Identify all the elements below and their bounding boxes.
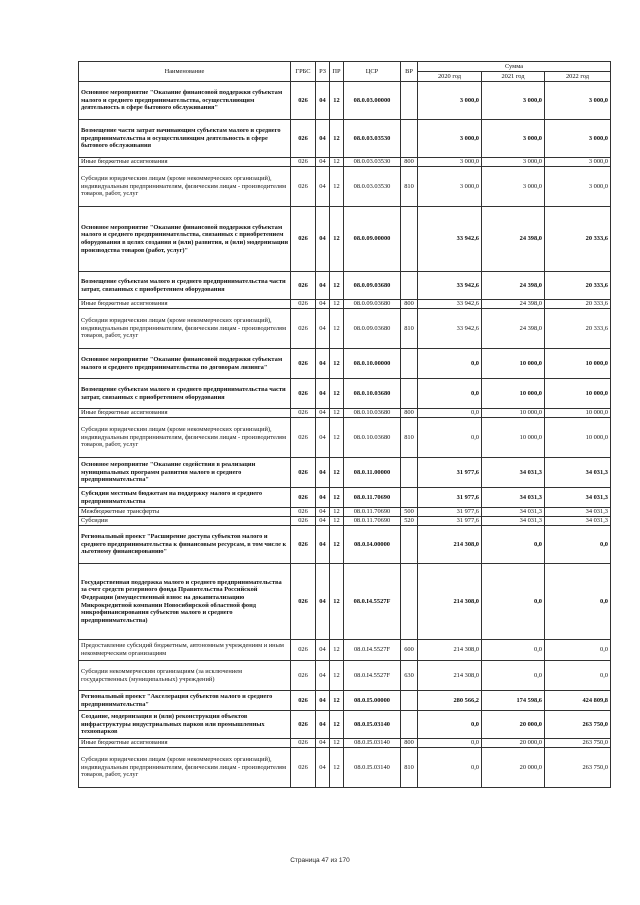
row-name-cell: Субсидии местным бюджетам на поддержку малого и среднего предпринимательства	[79, 488, 291, 508]
row-sum-2022-cell: 263 750,0	[545, 748, 611, 788]
row-rz-cell: 04	[316, 300, 330, 309]
row-grbs-cell: 026	[291, 349, 316, 379]
page-number: Страница 47 из 170	[290, 857, 350, 864]
row-rz-cell: 04	[316, 272, 330, 300]
row-rz-cell: 04	[316, 379, 330, 409]
table-row	[79, 167, 611, 207]
row-grbs-cell: 026	[291, 167, 316, 207]
row-sum-2020-cell: 3 000,0	[418, 120, 482, 158]
row-csr-cell: 08.0.03.03530	[344, 158, 401, 167]
header-grbs: ГРБС	[291, 62, 316, 82]
row-sum-2021-cell: 24 398,0	[482, 309, 545, 349]
row-sum-2022-cell: 20 333,6	[545, 207, 611, 272]
row-name-cell: Возмещение части затрат начинающим субъектам малого и среднего предпринимательства и осуществляющим деятельность в сфере бытового обслуживания	[79, 120, 291, 158]
row-sum-2020-cell: 33 942,6	[418, 300, 482, 309]
row-sum-2022-cell: 10 000,0	[545, 418, 611, 458]
row-sum-2022-cell: 0,0	[545, 564, 611, 640]
row-grbs-cell: 026	[291, 272, 316, 300]
row-sum-2020-cell: 280 566,2	[418, 691, 482, 711]
row-name-cell: Иные бюджетные ассигнования	[79, 409, 291, 418]
row-name-cell: Государственная поддержка малого и среднего предпринимательства за счет средств резервного фонда Правительства Российской Федерации (имущественный взнос на докапитализацию Микрокредитной компании Новосибирской областной фонд микрофинансирования субъектов малого и среднего предпринимательства)	[79, 564, 291, 640]
row-grbs-cell: 026	[291, 158, 316, 167]
row-csr-cell: 08.0.03.03530	[344, 167, 401, 207]
table-row	[79, 120, 611, 158]
header-csr: ЦСР	[344, 62, 401, 82]
row-vr-cell: 800	[401, 739, 418, 748]
table-row	[79, 508, 611, 517]
row-sum-2020-cell: 33 942,6	[418, 272, 482, 300]
row-pr-cell: 12	[330, 300, 344, 309]
row-sum-2021-cell: 34 031,3	[482, 508, 545, 517]
row-grbs-cell: 026	[291, 508, 316, 517]
table-row	[79, 418, 611, 458]
row-grbs-cell: 026	[291, 517, 316, 526]
table-row	[79, 409, 611, 418]
row-sum-2022-cell: 424 809,8	[545, 691, 611, 711]
row-sum-2021-cell: 174 598,6	[482, 691, 545, 711]
row-sum-2020-cell: 0,0	[418, 418, 482, 458]
row-csr-cell: 08.0.10.00000	[344, 349, 401, 379]
row-csr-cell: 08.0.11.70690	[344, 517, 401, 526]
row-name-cell: Региональный проект "Расширение доступа субъектов малого и среднего предпринимательства к финансовым ресурсам, в том числе к льготному финансированию"	[79, 526, 291, 564]
row-rz-cell: 04	[316, 739, 330, 748]
row-name-cell: Региональный проект "Акселерация субъектов малого и среднего предпринимательства"	[79, 691, 291, 711]
row-sum-2021-cell: 10 000,0	[482, 379, 545, 409]
row-sum-2020-cell: 0,0	[418, 748, 482, 788]
row-sum-2022-cell: 34 031,3	[545, 517, 611, 526]
table-row	[79, 82, 611, 120]
row-grbs-cell: 026	[291, 82, 316, 120]
row-sum-2021-cell: 20 000,0	[482, 711, 545, 739]
row-vr-cell	[401, 458, 418, 488]
row-csr-cell: 08.0.09.03680	[344, 272, 401, 300]
row-grbs-cell: 026	[291, 488, 316, 508]
row-csr-cell: 08.0.10.03680	[344, 379, 401, 409]
row-sum-2021-cell: 0,0	[482, 661, 545, 691]
row-name-cell: Иные бюджетные ассигнования	[79, 158, 291, 167]
row-pr-cell: 12	[330, 508, 344, 517]
row-vr-cell: 810	[401, 167, 418, 207]
row-sum-2021-cell: 34 031,3	[482, 488, 545, 508]
row-sum-2022-cell: 0,0	[545, 640, 611, 661]
row-sum-2020-cell: 0,0	[418, 409, 482, 418]
row-csr-cell: 08.0.09.03680	[344, 309, 401, 349]
header-year-2021: 2021 год	[482, 72, 545, 82]
row-pr-cell: 12	[330, 120, 344, 158]
row-vr-cell	[401, 207, 418, 272]
row-grbs-cell: 026	[291, 739, 316, 748]
row-vr-cell: 810	[401, 418, 418, 458]
row-name-cell: Субсидии	[79, 517, 291, 526]
row-grbs-cell: 026	[291, 748, 316, 788]
row-pr-cell: 12	[330, 409, 344, 418]
table-header-row	[79, 62, 611, 72]
row-name-cell: Основное мероприятие "Оказание финансовой поддержки субъектам малого и среднего предпринимательства по договорам лизинга"	[79, 349, 291, 379]
row-sum-2022-cell: 34 031,3	[545, 508, 611, 517]
row-grbs-cell: 026	[291, 309, 316, 349]
table-row	[79, 661, 611, 691]
row-rz-cell: 04	[316, 711, 330, 739]
row-vr-cell	[401, 488, 418, 508]
row-pr-cell: 12	[330, 711, 344, 739]
row-rz-cell: 04	[316, 158, 330, 167]
row-pr-cell: 12	[330, 564, 344, 640]
row-grbs-cell: 026	[291, 379, 316, 409]
row-sum-2020-cell: 214 308,0	[418, 564, 482, 640]
table-row	[79, 739, 611, 748]
row-sum-2021-cell: 10 000,0	[482, 409, 545, 418]
row-vr-cell: 810	[401, 309, 418, 349]
row-vr-cell	[401, 120, 418, 158]
row-sum-2022-cell: 10 000,0	[545, 349, 611, 379]
header-year-2022: 2022 год	[545, 72, 611, 82]
row-sum-2021-cell: 0,0	[482, 640, 545, 661]
row-csr-cell: 08.0.I5.03140	[344, 711, 401, 739]
row-vr-cell	[401, 711, 418, 739]
row-csr-cell: 08.0.I4.5527F	[344, 640, 401, 661]
row-grbs-cell: 026	[291, 120, 316, 158]
row-rz-cell: 04	[316, 82, 330, 120]
header-name: Наименование	[79, 62, 291, 82]
row-sum-2022-cell: 0,0	[545, 526, 611, 564]
row-csr-cell: 08.0.03.00000	[344, 82, 401, 120]
row-rz-cell: 04	[316, 526, 330, 564]
row-grbs-cell: 026	[291, 691, 316, 711]
row-name-cell: Возмещение субъектам малого и среднего предпринимательства части затрат, связанных с приобретением оборудования	[79, 272, 291, 300]
row-csr-cell: 08.0.10.03680	[344, 409, 401, 418]
row-csr-cell: 08.0.10.03680	[344, 418, 401, 458]
row-sum-2020-cell: 31 977,6	[418, 508, 482, 517]
row-sum-2021-cell: 10 000,0	[482, 418, 545, 458]
header-sum: Сумма	[418, 62, 611, 72]
row-grbs-cell: 026	[291, 640, 316, 661]
row-sum-2022-cell: 3 000,0	[545, 120, 611, 158]
row-rz-cell: 04	[316, 748, 330, 788]
row-sum-2020-cell: 3 000,0	[418, 82, 482, 120]
row-csr-cell: 08.0.09.03680	[344, 300, 401, 309]
row-rz-cell: 04	[316, 167, 330, 207]
row-pr-cell: 12	[330, 526, 344, 564]
row-pr-cell: 12	[330, 517, 344, 526]
row-pr-cell: 12	[330, 488, 344, 508]
table-row	[79, 272, 611, 300]
table-row	[79, 349, 611, 379]
row-pr-cell: 12	[330, 379, 344, 409]
row-name-cell: Возмещение субъектам малого и среднего предпринимательства части затрат, связанных с приобретением оборудования	[79, 379, 291, 409]
row-sum-2022-cell: 10 000,0	[545, 409, 611, 418]
row-pr-cell: 12	[330, 349, 344, 379]
budget-table	[78, 61, 611, 788]
row-pr-cell: 12	[330, 272, 344, 300]
row-rz-cell: 04	[316, 661, 330, 691]
row-vr-cell: 800	[401, 409, 418, 418]
row-csr-cell: 08.0.I5.00000	[344, 691, 401, 711]
row-name-cell: Субсидии некоммерческим организациям (за исключением государственных (муниципальных) учреждений)	[79, 661, 291, 691]
row-sum-2022-cell: 20 333,6	[545, 300, 611, 309]
row-vr-cell	[401, 564, 418, 640]
table-row	[79, 640, 611, 661]
row-name-cell: Основное мероприятие "Оказание финансовой поддержки субъектам малого и среднего предпринимательства, связанных с приобретением оборудования в целях создания и (или) развития, и (или) модернизации производства товаров (работ, услуг)"	[79, 207, 291, 272]
row-rz-cell: 04	[316, 488, 330, 508]
row-sum-2022-cell: 34 031,3	[545, 488, 611, 508]
row-rz-cell: 04	[316, 409, 330, 418]
row-sum-2022-cell: 20 333,6	[545, 309, 611, 349]
header-year-2020: 2020 год	[418, 72, 482, 82]
row-sum-2022-cell: 263 750,0	[545, 711, 611, 739]
table-row	[79, 158, 611, 167]
row-pr-cell: 12	[330, 167, 344, 207]
row-vr-cell: 800	[401, 158, 418, 167]
row-grbs-cell: 026	[291, 661, 316, 691]
row-vr-cell: 520	[401, 517, 418, 526]
table-row	[79, 458, 611, 488]
row-sum-2021-cell: 0,0	[482, 564, 545, 640]
row-sum-2022-cell: 3 000,0	[545, 82, 611, 120]
row-csr-cell: 08.0.11.00000	[344, 458, 401, 488]
row-pr-cell: 12	[330, 661, 344, 691]
row-name-cell: Создание, модернизация и (или) реконструкция объектов инфраструктуры индустриальных парков или промышленных технопарков	[79, 711, 291, 739]
row-csr-cell: 08.0.I4.5527F	[344, 661, 401, 691]
row-sum-2020-cell: 0,0	[418, 739, 482, 748]
row-rz-cell: 04	[316, 458, 330, 488]
table-row	[79, 564, 611, 640]
row-sum-2020-cell: 214 308,0	[418, 526, 482, 564]
table-row	[79, 488, 611, 508]
header-rz: РЗ	[316, 62, 330, 82]
header-vr: ВР	[401, 62, 418, 82]
row-grbs-cell: 026	[291, 300, 316, 309]
row-sum-2022-cell: 10 000,0	[545, 379, 611, 409]
row-grbs-cell: 026	[291, 207, 316, 272]
row-grbs-cell: 026	[291, 418, 316, 458]
row-sum-2020-cell: 0,0	[418, 379, 482, 409]
table-row	[79, 748, 611, 788]
table-row	[79, 691, 611, 711]
row-name-cell: Субсидии юридическим лицам (кроме некоммерческих организаций), индивидуальным предпринимателям, физическим лицам - производителям товаров, работ, услуг	[79, 418, 291, 458]
row-rz-cell: 04	[316, 691, 330, 711]
table-row	[79, 526, 611, 564]
row-sum-2020-cell: 214 308,0	[418, 661, 482, 691]
row-grbs-cell: 026	[291, 564, 316, 640]
row-rz-cell: 04	[316, 207, 330, 272]
row-vr-cell	[401, 272, 418, 300]
row-rz-cell: 04	[316, 120, 330, 158]
row-pr-cell: 12	[330, 748, 344, 788]
row-pr-cell: 12	[330, 640, 344, 661]
table-row	[79, 300, 611, 309]
row-sum-2020-cell: 31 977,6	[418, 488, 482, 508]
row-sum-2021-cell: 3 000,0	[482, 158, 545, 167]
row-pr-cell: 12	[330, 309, 344, 349]
row-name-cell: Основное мероприятие "Оказание финансовой поддержки субъектам малого и среднего предпринимательства, осуществляющим деятельность в сфере бытового обслуживания"	[79, 82, 291, 120]
row-pr-cell: 12	[330, 458, 344, 488]
row-vr-cell: 800	[401, 300, 418, 309]
row-name-cell: Субсидии юридическим лицам (кроме некоммерческих организаций), индивидуальным предпринимателям, физическим лицам - производителям товаров, работ, услуг	[79, 748, 291, 788]
row-name-cell: Межбюджетные трансферты	[79, 508, 291, 517]
row-name-cell: Субсидии юридическим лицам (кроме некоммерческих организаций), индивидуальным предпринимателям, физическим лицам - производителям товаров, работ, услуг	[79, 167, 291, 207]
row-sum-2021-cell: 10 000,0	[482, 349, 545, 379]
row-sum-2022-cell: 263 750,0	[545, 739, 611, 748]
row-sum-2021-cell: 24 398,0	[482, 272, 545, 300]
row-vr-cell	[401, 691, 418, 711]
row-sum-2021-cell: 20 000,0	[482, 748, 545, 788]
row-name-cell: Предоставление субсидий бюджетным, автономным учреждениям и иным некоммерческим организациям	[79, 640, 291, 661]
header-pr: ПР	[330, 62, 344, 82]
row-vr-cell	[401, 349, 418, 379]
row-sum-2021-cell: 34 031,3	[482, 517, 545, 526]
row-sum-2020-cell: 33 942,6	[418, 309, 482, 349]
row-csr-cell: 08.0.I5.03140	[344, 739, 401, 748]
row-pr-cell: 12	[330, 691, 344, 711]
row-sum-2022-cell: 3 000,0	[545, 167, 611, 207]
row-rz-cell: 04	[316, 640, 330, 661]
row-sum-2020-cell: 214 308,0	[418, 640, 482, 661]
row-sum-2020-cell: 31 977,6	[418, 458, 482, 488]
row-sum-2021-cell: 3 000,0	[482, 167, 545, 207]
row-sum-2020-cell: 33 942,6	[418, 207, 482, 272]
row-sum-2021-cell: 20 000,0	[482, 739, 545, 748]
row-sum-2022-cell: 3 000,0	[545, 158, 611, 167]
row-grbs-cell: 026	[291, 711, 316, 739]
row-name-cell: Субсидии юридическим лицам (кроме некоммерческих организаций), индивидуальным предпринимателям, физическим лицам - производителям товаров, работ, услуг	[79, 309, 291, 349]
table-row	[79, 379, 611, 409]
row-pr-cell: 12	[330, 739, 344, 748]
row-sum-2020-cell: 0,0	[418, 711, 482, 739]
row-rz-cell: 04	[316, 508, 330, 517]
row-sum-2020-cell: 3 000,0	[418, 167, 482, 207]
row-rz-cell: 04	[316, 564, 330, 640]
row-vr-cell: 500	[401, 508, 418, 517]
row-vr-cell: 810	[401, 748, 418, 788]
table-row	[79, 517, 611, 526]
table-row	[79, 711, 611, 739]
row-rz-cell: 04	[316, 309, 330, 349]
row-sum-2021-cell: 3 000,0	[482, 82, 545, 120]
table-body	[79, 82, 611, 788]
row-sum-2021-cell: 0,0	[482, 526, 545, 564]
row-pr-cell: 12	[330, 158, 344, 167]
row-rz-cell: 04	[316, 517, 330, 526]
row-sum-2021-cell: 34 031,3	[482, 458, 545, 488]
row-csr-cell: 08.0.09.00000	[344, 207, 401, 272]
row-sum-2020-cell: 0,0	[418, 349, 482, 379]
row-sum-2020-cell: 3 000,0	[418, 158, 482, 167]
row-grbs-cell: 026	[291, 409, 316, 418]
row-grbs-cell: 026	[291, 458, 316, 488]
row-name-cell: Иные бюджетные ассигнования	[79, 739, 291, 748]
row-sum-2021-cell: 24 398,0	[482, 300, 545, 309]
table-row	[79, 207, 611, 272]
row-csr-cell: 08.0.I4.5527F	[344, 564, 401, 640]
table-row	[79, 309, 611, 349]
row-vr-cell: 630	[401, 661, 418, 691]
row-csr-cell: 08.0.I5.03140	[344, 748, 401, 788]
row-sum-2022-cell: 0,0	[545, 661, 611, 691]
row-vr-cell	[401, 526, 418, 564]
row-sum-2021-cell: 24 398,0	[482, 207, 545, 272]
row-name-cell: Иные бюджетные ассигнования	[79, 300, 291, 309]
row-pr-cell: 12	[330, 207, 344, 272]
row-sum-2020-cell: 31 977,6	[418, 517, 482, 526]
row-rz-cell: 04	[316, 349, 330, 379]
row-vr-cell: 600	[401, 640, 418, 661]
row-sum-2022-cell: 20 333,6	[545, 272, 611, 300]
row-name-cell: Основное мероприятие "Оказание содействия в реализации муниципальных программ развития малого и среднего предпринимательства"	[79, 458, 291, 488]
row-csr-cell: 08.0.11.70690	[344, 508, 401, 517]
row-vr-cell	[401, 379, 418, 409]
row-rz-cell: 04	[316, 418, 330, 458]
row-csr-cell: 08.0.I4.00000	[344, 526, 401, 564]
row-vr-cell	[401, 82, 418, 120]
row-csr-cell: 08.0.03.03530	[344, 120, 401, 158]
row-grbs-cell: 026	[291, 526, 316, 564]
row-pr-cell: 12	[330, 82, 344, 120]
row-sum-2021-cell: 3 000,0	[482, 120, 545, 158]
row-sum-2022-cell: 34 031,3	[545, 458, 611, 488]
row-csr-cell: 08.0.11.70690	[344, 488, 401, 508]
row-pr-cell: 12	[330, 418, 344, 458]
